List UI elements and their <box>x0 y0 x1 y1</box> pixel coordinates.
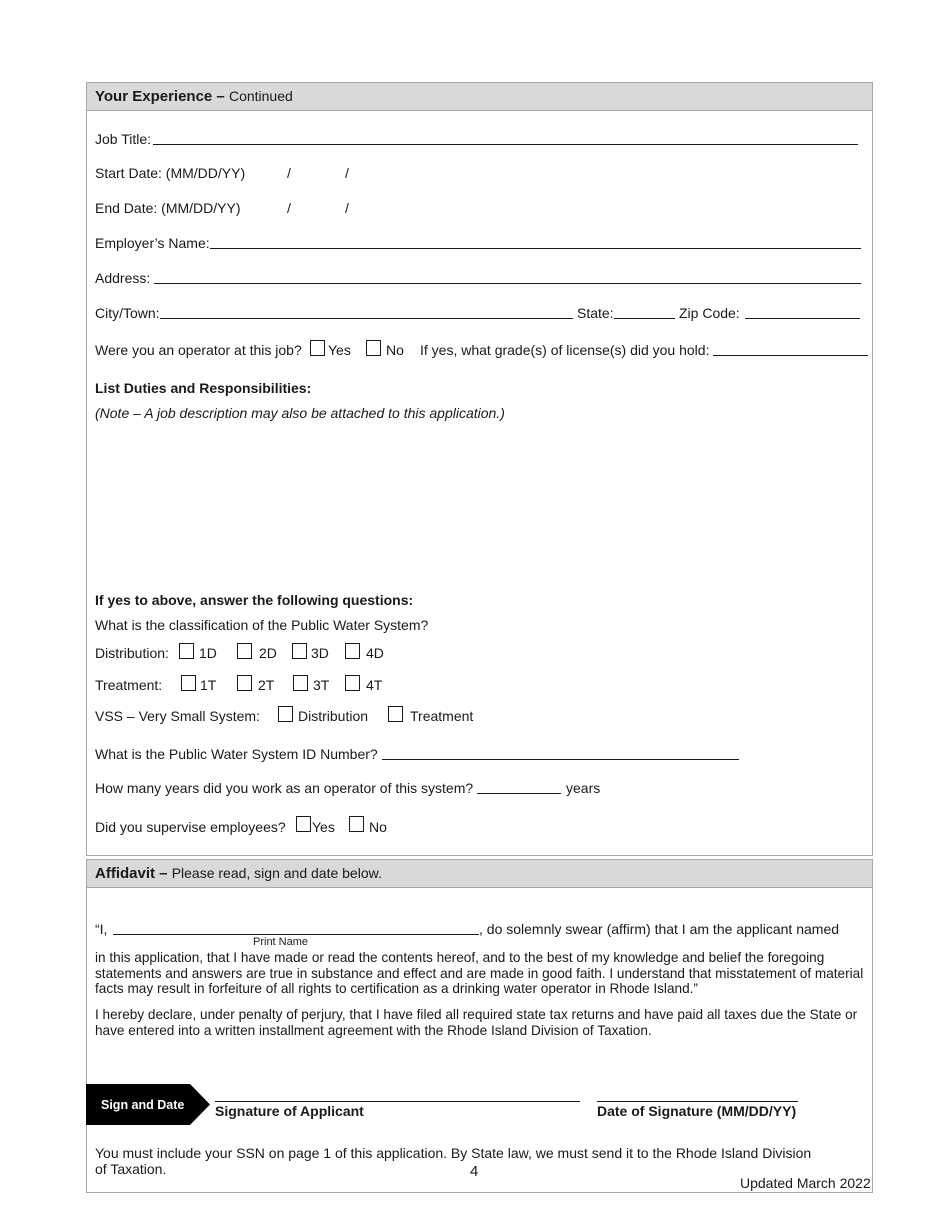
duties-note: (Note – A job description may also be attached to this application.) <box>95 405 505 421</box>
supervise-question: Did you supervise employees? <box>95 819 286 835</box>
treatment-3t-checkbox[interactable] <box>293 675 308 691</box>
supervise-no-checkbox[interactable] <box>349 816 364 832</box>
page-number: 4 <box>470 1163 479 1180</box>
address-label: Address: <box>95 270 151 286</box>
duties-text-area[interactable] <box>95 428 865 583</box>
operator-question: Were you an operator at this job? <box>95 342 302 358</box>
signature-label: Signature of Applicant <box>215 1103 364 1119</box>
treatment-3t-label: 3T <box>313 677 330 693</box>
pws-id-question: What is the Public Water System ID Number? <box>95 746 378 762</box>
affidavit-paragraph-2: I hereby declare, under penalty of perjury, that I have filed all required state tax returns and have paid all taxes due the State or have entered into a written installment agreement with the Rhode Island Division of Taxation. <box>95 1007 858 1038</box>
print-name-caption: Print Name <box>253 936 309 948</box>
distribution-3d-checkbox[interactable] <box>292 643 307 659</box>
zip-label: Zip Code: <box>679 305 740 321</box>
operator-yes-checkbox[interactable] <box>310 340 325 356</box>
distribution-3d-label: 3D <box>311 645 329 661</box>
years-question: How many years did you work as an operator of this system? <box>95 780 474 796</box>
supervise-yes-checkbox[interactable] <box>296 816 311 832</box>
city-label: City/Town: <box>95 305 160 321</box>
vss-distribution-label: Distribution <box>298 708 369 724</box>
license-grade-field[interactable] <box>713 355 868 356</box>
operator-no-label: No <box>386 342 404 358</box>
print-name-field[interactable] <box>113 934 479 935</box>
treatment-2t-label: 2T <box>258 677 275 693</box>
distribution-4d-checkbox[interactable] <box>345 643 360 659</box>
start-date-slash-1: / <box>287 165 291 181</box>
zip-field[interactable] <box>745 318 860 319</box>
affidavit-header-title: Affidavit – Please read, sign and date below. <box>95 865 382 882</box>
years-unit: years <box>566 780 601 796</box>
end-date-slash-1: / <box>287 200 291 216</box>
signature-date-field[interactable] <box>597 1101 798 1102</box>
job-title-field[interactable] <box>153 144 858 145</box>
address-field[interactable] <box>154 283 861 284</box>
distribution-4d-label: 4D <box>366 645 384 661</box>
treatment-4t-checkbox[interactable] <box>345 675 360 691</box>
distribution-label: Distribution: <box>95 645 169 661</box>
affidavit-paragraph-1: in this application, that I have made or read the contents hereof, and to the best of my knowledge and belief the foregoing statements and answers are true in substance and effect and are made in good faith. I understand that misstatement of material facts may result in forfeiture of all rights to certification as a drinking water operator in Rhode Island.” <box>95 950 864 996</box>
distribution-2d-checkbox[interactable] <box>237 643 252 659</box>
updated-date: Updated March 2022 <box>740 1175 871 1191</box>
signature-date-label: Date of Signature (MM/DD/YY) <box>597 1103 797 1119</box>
ssn-note: You must include your SSN on page 1 of this application. By State law, we must send it to the Rhode Island Division of Taxation. <box>95 1145 812 1177</box>
years-field[interactable] <box>477 793 561 794</box>
pws-id-field[interactable] <box>382 759 739 760</box>
experience-header-title: Your Experience – Continued <box>95 88 293 105</box>
supervise-no-label: No <box>369 819 387 835</box>
start-date-slash-2: / <box>345 165 349 181</box>
distribution-1d-checkbox[interactable] <box>179 643 194 659</box>
end-date-label: End Date: (MM/DD/YY) <box>95 200 241 216</box>
experience-header <box>87 83 872 111</box>
classification-question: What is the classification of the Public Water System? <box>95 617 429 633</box>
employer-name-label: Employer’s Name: <box>95 235 210 251</box>
affidavit-prefix: “I, <box>95 921 108 937</box>
distribution-1d-label: 1D <box>199 645 217 661</box>
start-date-label: Start Date: (MM/DD/YY) <box>95 165 246 181</box>
treatment-1t-checkbox[interactable] <box>181 675 196 691</box>
state-field[interactable] <box>614 318 675 319</box>
followup-title: If yes to above, answer the following questions: <box>95 592 414 608</box>
operator-no-checkbox[interactable] <box>366 340 381 356</box>
end-date-slash-2: / <box>345 200 349 216</box>
affidavit-swear-text: , do solemnly swear (affirm) that I am the applicant named <box>479 921 840 937</box>
treatment-1t-label: 1T <box>200 677 217 693</box>
treatment-2t-checkbox[interactable] <box>237 675 252 691</box>
sign-and-date-label: Sign and Date <box>101 1098 185 1112</box>
signature-field[interactable] <box>215 1101 580 1102</box>
vss-label: VSS – Very Small System: <box>95 708 260 724</box>
vss-treatment-label: Treatment <box>410 708 474 724</box>
license-grade-question: If yes, what grade(s) of license(s) did you hold: <box>420 342 710 358</box>
distribution-2d-label: 2D <box>259 645 277 661</box>
treatment-label: Treatment: <box>95 677 163 693</box>
state-label: State: <box>577 305 614 321</box>
affidavit-header <box>87 860 872 888</box>
job-title-label: Job Title: <box>95 131 152 147</box>
city-field[interactable] <box>160 318 573 319</box>
operator-yes-label: Yes <box>328 342 351 358</box>
vss-distribution-checkbox[interactable] <box>278 706 293 722</box>
supervise-yes-label: Yes <box>312 819 335 835</box>
vss-treatment-checkbox[interactable] <box>388 706 403 722</box>
duties-title: List Duties and Responsibilities: <box>95 380 312 396</box>
treatment-4t-label: 4T <box>366 677 383 693</box>
employer-name-field[interactable] <box>210 248 861 249</box>
